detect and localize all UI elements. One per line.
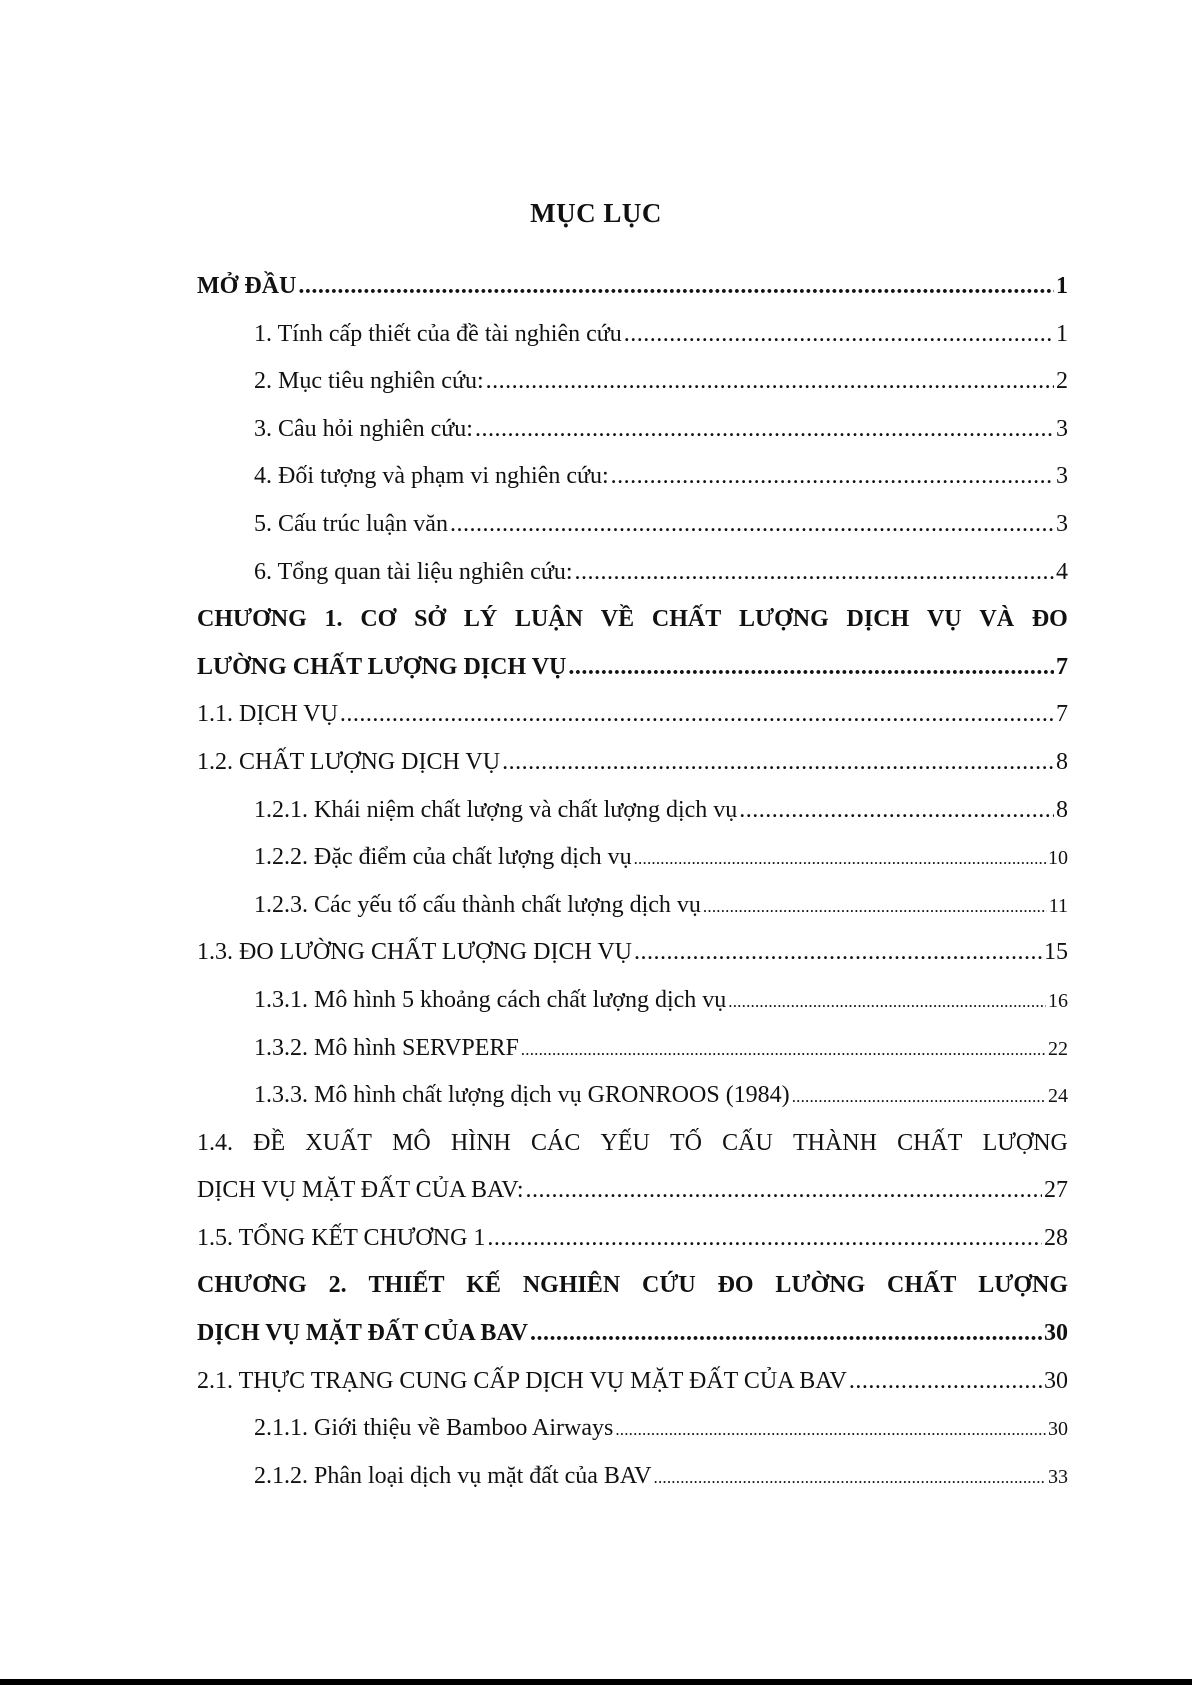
toc-heading-word: DỊCH xyxy=(846,606,910,633)
toc-entry-page-number: 30 xyxy=(1048,1418,1068,1441)
toc-entry-label: 2.1.2. Phân loại dịch vụ mặt đất của BAV xyxy=(254,1462,652,1489)
toc-entry-page-number: 1 xyxy=(1056,273,1068,299)
toc-entry-label: 1.5. TỔNG KẾT CHƯƠNG 1 xyxy=(197,1224,486,1251)
toc-heading-word: CƠ xyxy=(360,606,397,633)
toc-entry-label: 2. Mục tiêu nghiên cứu: xyxy=(254,368,484,395)
dot-leader xyxy=(486,358,1054,406)
toc-heading-word: HÌNH xyxy=(450,1129,511,1156)
toc-entry[interactable] xyxy=(197,1358,1068,1406)
toc-heading-word: CHẤT xyxy=(887,1272,957,1299)
toc-entry[interactable] xyxy=(197,549,1068,597)
toc-entry[interactable] xyxy=(197,263,1068,311)
toc-entry[interactable] xyxy=(197,977,1068,1025)
toc-entry-label: 1.3.1. Mô hình 5 khoảng cách chất lượng dịch vụ xyxy=(254,986,727,1013)
toc-entry[interactable] xyxy=(197,358,1068,406)
dot-leader xyxy=(298,263,1054,311)
toc-entry[interactable] xyxy=(197,1405,1068,1453)
toc-entry-page-number: 8 xyxy=(1056,796,1068,823)
toc-heading-word: CHƯƠNG xyxy=(197,606,307,633)
toc-entry-label: LƯỜNG CHẤT LƯỢNG DỊCH VỤ xyxy=(197,653,567,680)
toc-heading-word: 2. xyxy=(328,1272,347,1299)
toc-entry-label: 1.3. ĐO LƯỜNG CHẤT LƯỢNG DỊCH VỤ xyxy=(197,939,633,966)
dot-leader xyxy=(340,691,1054,739)
toc-entry-label: 1.2.1. Khái niệm chất lượng và chất lượng dịch vụ xyxy=(254,796,738,823)
toc-heading-word: LƯỜNG xyxy=(775,1272,866,1299)
toc-heading-word: TỐ xyxy=(670,1129,702,1156)
toc-heading-word: VỤ xyxy=(926,606,962,633)
dot-leader xyxy=(568,644,1054,692)
toc-entry[interactable] xyxy=(197,1167,1068,1215)
toc-heading-line xyxy=(197,596,1068,644)
toc-entry[interactable] xyxy=(197,787,1068,835)
dot-leader xyxy=(530,1310,1042,1358)
toc-entry[interactable] xyxy=(197,406,1068,454)
toc-entry-page-number: 1 xyxy=(1056,320,1068,347)
toc-entry[interactable] xyxy=(197,311,1068,359)
toc-entry[interactable] xyxy=(197,1215,1068,1263)
toc-entry-label: 1.2.2. Đặc điểm của chất lượng dịch vụ xyxy=(254,844,632,871)
toc-entry[interactable] xyxy=(197,644,1068,692)
toc-entry[interactable] xyxy=(197,739,1068,787)
toc-entry-label: 1.3.2. Mô hình SERVPERF xyxy=(254,1034,519,1061)
dot-leader xyxy=(792,1073,1046,1121)
toc-entry-page-number: 30 xyxy=(1044,1367,1068,1394)
toc-heading-word: XUẤT xyxy=(305,1129,372,1156)
toc-entry-label: 1. Tính cấp thiết của đề tài nghiên cứu xyxy=(254,320,622,347)
toc-entry-page-number: 11 xyxy=(1048,894,1068,917)
toc-heading-word: CÁC xyxy=(531,1129,581,1156)
toc-heading-line xyxy=(197,1262,1068,1310)
toc-heading-word: CẤU xyxy=(722,1129,773,1156)
toc-heading-word: MÔ xyxy=(392,1129,431,1156)
dot-leader xyxy=(521,1026,1046,1074)
page-title: MỤC LỤC xyxy=(530,198,662,228)
dot-leader xyxy=(634,929,1042,977)
toc-heading-word: LÝ xyxy=(463,606,498,633)
toc-entry[interactable] xyxy=(197,1453,1068,1501)
toc-entry-label: DỊCH VỤ MẶT ĐẤT CỦA BAV: xyxy=(197,1177,524,1204)
toc-entry-label: 2.1.1. Giới thiệu về Bamboo Airways xyxy=(254,1415,614,1442)
toc-entry[interactable] xyxy=(197,882,1068,930)
toc-heading-word: ĐO xyxy=(1031,606,1068,633)
toc-heading-word: LƯỢNG xyxy=(978,1272,1068,1299)
dot-leader xyxy=(849,1358,1042,1406)
toc-entry-page-number: 8 xyxy=(1056,748,1068,775)
toc-entry[interactable] xyxy=(197,1072,1068,1120)
toc-entry-label: 1.2. CHẤT LƯỢNG DỊCH VỤ xyxy=(197,748,501,775)
toc-heading-line xyxy=(197,1120,1068,1168)
toc-entry[interactable] xyxy=(197,1025,1068,1073)
toc-heading-word: VÀ xyxy=(979,606,1015,633)
toc-heading-word: THIẾT xyxy=(368,1272,445,1299)
toc-entry-page-number: 15 xyxy=(1044,939,1068,966)
toc-entry-label: 2.1. THỰC TRẠNG CUNG CẤP DỊCH VỤ MẶT ĐẤT CỦA BAV xyxy=(197,1367,847,1394)
toc-heading-word: VỀ xyxy=(600,606,635,633)
dot-leader xyxy=(450,501,1054,549)
toc-entry-label: 1.3.3. Mô hình chất lượng dịch vụ GRONROOS (1984) xyxy=(254,1082,790,1109)
toc-entry-page-number: 22 xyxy=(1048,1037,1068,1060)
toc-entry[interactable] xyxy=(197,501,1068,549)
toc-heading-word: ĐO xyxy=(717,1272,754,1299)
toc-entry-label: 6. Tổng quan tài liệu nghiên cứu: xyxy=(254,558,573,585)
toc-heading-word: KẾ xyxy=(466,1272,501,1299)
toc-entry-label: 1.2.3. Các yếu tố cấu thành chất lượng dịch vụ xyxy=(254,891,701,918)
toc-entry-page-number: 33 xyxy=(1048,1465,1068,1488)
toc-entry-label: 3. Câu hỏi nghiên cứu: xyxy=(254,415,473,442)
toc-heading-word: SỞ xyxy=(414,606,447,633)
toc-entry-page-number: 27 xyxy=(1044,1177,1068,1204)
dot-leader xyxy=(475,406,1054,454)
toc-entry[interactable] xyxy=(197,453,1068,501)
toc-heading-word: THÀNH xyxy=(792,1129,877,1156)
toc-entry-label: 1.1. DỊCH VỤ xyxy=(197,701,338,728)
toc-heading-word: CHẤT xyxy=(651,606,722,633)
toc-heading-word: YẾU xyxy=(600,1129,650,1156)
toc-entry-label: 4. Đối tượng và phạm vi nghiên cứu: xyxy=(254,463,609,490)
dot-leader xyxy=(502,739,1054,787)
dot-leader xyxy=(703,883,1047,931)
dot-leader xyxy=(615,1406,1046,1454)
toc-heading-word: LƯỢNG xyxy=(982,1129,1068,1156)
toc-heading-word: ĐỀ xyxy=(253,1129,286,1156)
dot-leader xyxy=(739,787,1054,835)
toc-entry-label: MỞ ĐẦU xyxy=(197,273,297,299)
dot-leader xyxy=(654,1454,1047,1502)
toc-heading-word: LUẬN xyxy=(514,606,583,633)
toc-heading-word: 1.4. xyxy=(197,1129,233,1156)
toc-entry-page-number: 3 xyxy=(1056,415,1068,442)
toc-entry[interactable] xyxy=(197,691,1068,739)
table-of-contents xyxy=(197,263,1068,1500)
dot-leader xyxy=(728,978,1046,1026)
toc-heading-word: CHƯƠNG xyxy=(197,1272,307,1299)
toc-heading-word: 1. xyxy=(324,606,343,633)
toc-entry-label: 5. Cấu trúc luận văn xyxy=(254,510,448,537)
toc-entry[interactable] xyxy=(197,1310,1068,1358)
dot-leader xyxy=(487,1215,1042,1263)
page-bottom-edge xyxy=(0,1679,1192,1685)
dot-leader xyxy=(624,311,1054,359)
toc-entry-page-number: 16 xyxy=(1048,989,1068,1012)
dot-leader xyxy=(634,835,1046,883)
toc-entry-page-number: 28 xyxy=(1044,1224,1068,1251)
toc-entry-page-number: 3 xyxy=(1056,463,1068,490)
toc-entry-page-number: 7 xyxy=(1056,653,1068,680)
toc-entry-page-number: 4 xyxy=(1056,558,1068,585)
toc-heading-word: CỨU xyxy=(642,1272,696,1299)
toc-heading-word: LƯỢNG xyxy=(738,606,829,633)
toc-entry-page-number: 7 xyxy=(1056,701,1068,728)
dot-leader xyxy=(575,549,1054,597)
toc-entry[interactable] xyxy=(197,929,1068,977)
toc-entry-page-number: 3 xyxy=(1056,510,1068,537)
dot-leader xyxy=(526,1167,1043,1215)
dot-leader xyxy=(611,453,1054,501)
toc-entry-label: DỊCH VỤ MẶT ĐẤT CỦA BAV xyxy=(197,1320,528,1347)
toc-heading-word: CHẤT xyxy=(897,1129,963,1156)
toc-entry-page-number: 10 xyxy=(1048,847,1068,870)
toc-entry-page-number: 24 xyxy=(1048,1085,1068,1108)
toc-entry[interactable] xyxy=(197,834,1068,882)
toc-heading-word: NGHIÊN xyxy=(522,1272,621,1299)
toc-entry-page-number: 2 xyxy=(1056,368,1068,395)
toc-entry-page-number: 30 xyxy=(1044,1320,1068,1347)
